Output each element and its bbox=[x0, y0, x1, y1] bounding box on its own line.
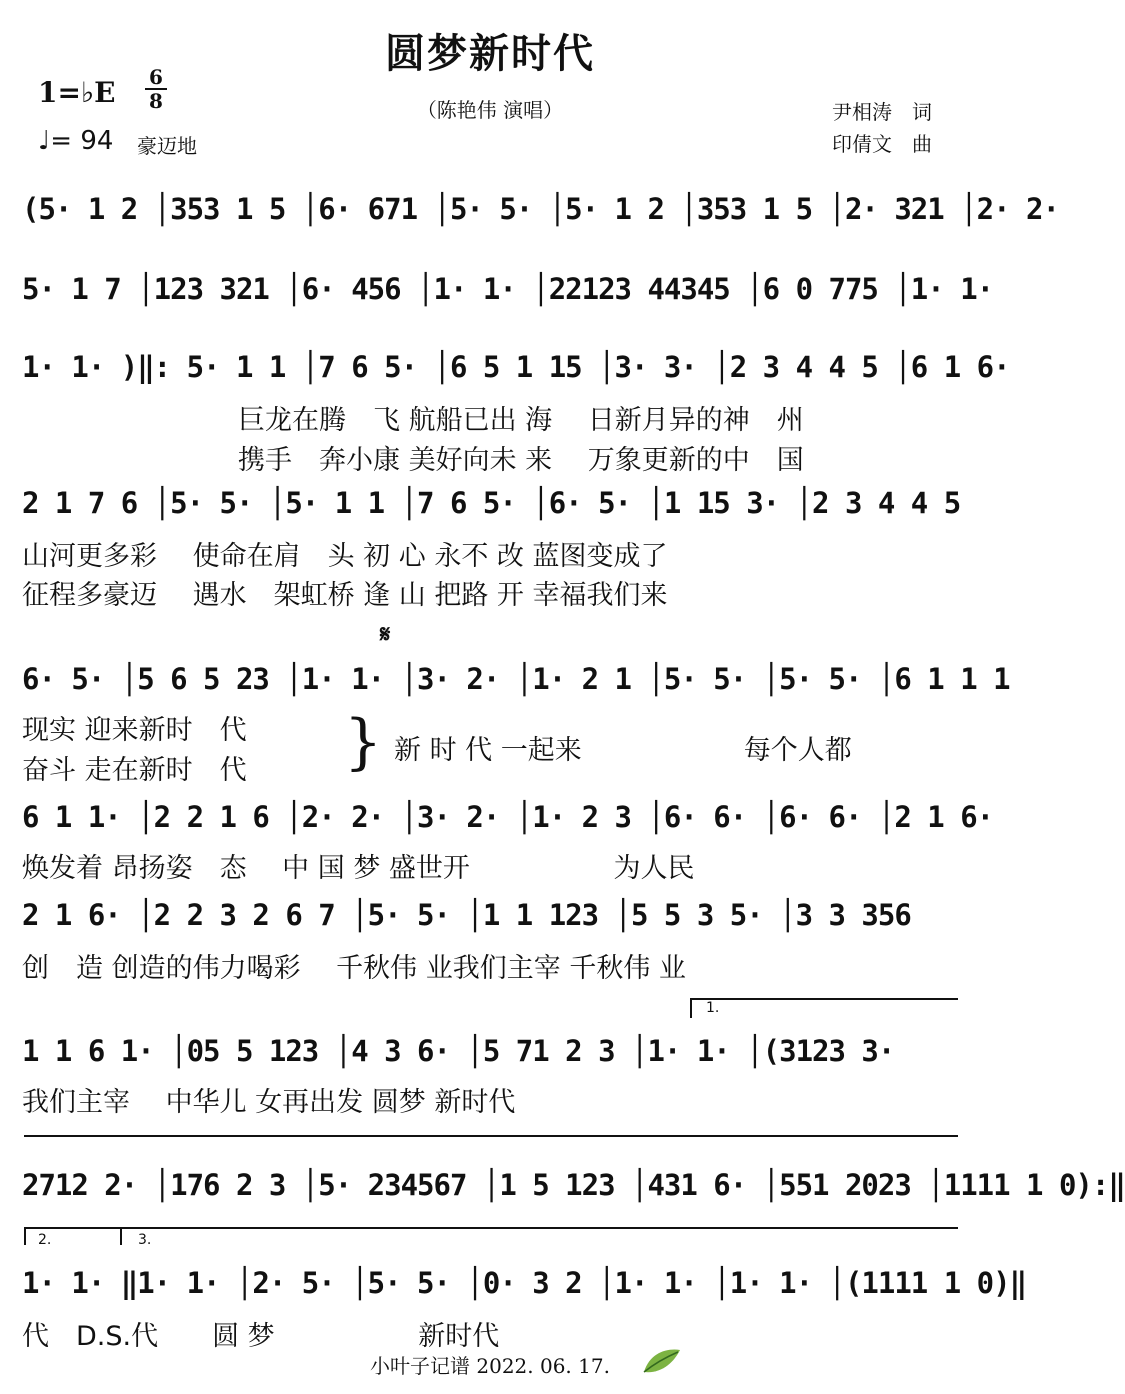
ending-1-bracket bbox=[690, 998, 958, 1000]
notation-row-9: 2712 2· │176 2 3 │5· 234567 │1 5 123 │431 6· │551 2023 │1111 1 0):‖ bbox=[22, 1168, 1125, 1202]
time-signature-bottom: 8 bbox=[145, 88, 167, 112]
lyric-row-3-verse2: 携手 奔小康 美好向未 来 万象更新的中 国 bbox=[22, 445, 804, 476]
ending-2-bracket-tick bbox=[24, 1227, 26, 1245]
notation-row-10: 1· 1· ‖1· 1· │2· 5· │5· 5· │0· 3 2 │1· 1· │1· 1· │(1111 1 0)‖ bbox=[22, 1266, 1027, 1300]
tempo-mark: ♩= 94 bbox=[38, 126, 114, 156]
notation-row-5: 6· 5· │5 6 5 23 │1· 1· │3· 2· │1· 2 1 │5· 5· │5· 5· │6 1 1 1 bbox=[22, 662, 1010, 696]
notation-row-4: 2 1 7 6 │5· 5· │5· 1 1 │7 6 5· │6· 5· │1 15 3· │2 3 4 4 5 bbox=[22, 486, 961, 520]
lyric-row-8: 我们主宰 中华儿 女再出发 圆梦 新时代 bbox=[22, 1087, 516, 1118]
lyric-row-5-chorus: 新 时 代 一起来 每个人都 bbox=[394, 735, 852, 766]
time-signature-top: 6 bbox=[149, 65, 163, 89]
key-signature: 1=♭E bbox=[38, 76, 116, 109]
leaf-icon bbox=[640, 1346, 682, 1380]
notation-row-1: (5· 1 2 │353 1 5 │6· 671 │5· 5· │5· 1 2 │353 1 5 │2· 321 │2· 2· bbox=[22, 192, 1059, 226]
notation-row-8: 1 1 6 1· │05 5 123 │4 3 6· │5 71 2 3 │1· 1· │(3123 3· bbox=[22, 1034, 895, 1068]
composer-credit: 印倩文 曲 bbox=[832, 132, 932, 156]
notation-row-6: 6 1 1· │2 2 1 6 │2· 2· │3· 2· │1· 2 3 │6· 6· │6· 6· │2 1 6· bbox=[22, 800, 994, 834]
lyric-row-3-verse1: 巨龙在腾 飞 航船已出 海 日新月异的神 州 bbox=[22, 405, 804, 436]
lyric-row-7: 创 造 创造的伟力喝彩 千秋伟 业我们主宰 千秋伟 业 bbox=[22, 953, 686, 984]
ending-1-label: 1. bbox=[706, 1000, 720, 1016]
tempo-expression: 豪迈地 bbox=[137, 134, 197, 158]
ending-2-3-bracket bbox=[24, 1227, 958, 1229]
transcriber-credit: 小叶子记谱 2022. 06. 17. bbox=[370, 1354, 610, 1378]
score-title: 圆梦新时代 bbox=[385, 31, 595, 77]
lyricist-credit: 尹相涛 词 bbox=[832, 100, 932, 124]
singer-credit: （陈艳伟 演唱） bbox=[416, 98, 564, 122]
time-signature bbox=[145, 66, 167, 112]
verse-brace: } bbox=[344, 707, 383, 777]
lyric-row-4-verse2: 征程多豪迈 遇水 架虹桥 逢 山 把路 开 幸福我们来 bbox=[22, 580, 668, 611]
lyric-row-5-verse2: 奋斗 走在新时 代 bbox=[22, 755, 247, 786]
ending-1-bracket-tick bbox=[690, 998, 692, 1018]
ending-2-label: 2. bbox=[38, 1232, 52, 1248]
lyric-row-10: 代 D.S.代 圆 梦 新时代 bbox=[22, 1321, 500, 1352]
lyric-row-5-verse1: 现实 迎来新时 代 bbox=[22, 715, 247, 746]
notation-row-2: 5· 1 7 │123 321 │6· 456 │1· 1· │22123 44345 │6 0 775 │1· 1· bbox=[22, 272, 994, 306]
ending-3-label: 3. bbox=[138, 1232, 152, 1248]
ending-3-bracket-tick bbox=[120, 1227, 122, 1245]
notation-row-7: 2 1 6· │2 2 3 2 6 7 │5· 5· │1 1 123 │5 5 3 5· │3 3 356 bbox=[22, 898, 911, 932]
lyric-row-6: 焕发着 昂扬姿 态 中 国 梦 盛世开 为人民 bbox=[22, 853, 695, 884]
notation-row-3: 1· 1· )‖: 5· 1 1 │7 6 5· │6 5 1 15 │3· 3· │2 3 4 4 5 │6 1 6· bbox=[22, 350, 1010, 384]
lyric-row-4-verse1: 山河更多彩 使命在肩 头 初 心 永不 改 蓝图变成了 bbox=[22, 541, 668, 572]
ending-1-continuation-line bbox=[24, 1135, 958, 1137]
segno-sign: 𝄋 bbox=[380, 620, 391, 648]
